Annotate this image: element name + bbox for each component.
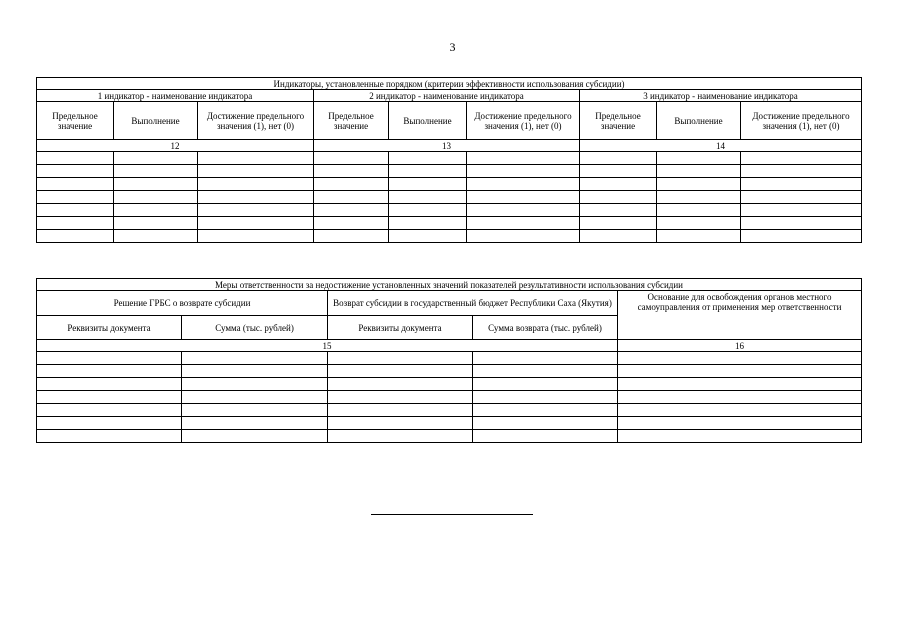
empty-cell [389, 204, 467, 217]
empty-cell [198, 230, 314, 243]
empty-cell [328, 352, 473, 365]
empty-cell [182, 365, 328, 378]
empty-cell [314, 191, 389, 204]
empty-cell [114, 217, 198, 230]
indicator-3-header: 3 индикатор - наименование индикатора [580, 90, 862, 102]
empty-cell [314, 204, 389, 217]
empty-cell [182, 352, 328, 365]
empty-cell [314, 230, 389, 243]
empty-cell [618, 404, 862, 417]
empty-cell [657, 191, 741, 204]
column-number-13: 13 [314, 140, 580, 152]
column-number-12: 12 [37, 140, 314, 152]
empty-cell [618, 378, 862, 391]
empty-cell [389, 191, 467, 204]
indicators-table [36, 77, 862, 243]
empty-cell [328, 430, 473, 443]
empty-cell [467, 204, 580, 217]
empty-cell [618, 365, 862, 378]
table-row [37, 352, 862, 365]
empty-cell [657, 230, 741, 243]
empty-cell [114, 178, 198, 191]
empty-cell [389, 152, 467, 165]
table-row [37, 204, 862, 217]
table-row [37, 178, 862, 191]
empty-cell [328, 404, 473, 417]
achievement-header: Достижение предельного значения (1), нет (0) [467, 102, 580, 140]
empty-cell [467, 230, 580, 243]
empty-cell [741, 152, 862, 165]
table-row [37, 365, 862, 378]
table-row [37, 391, 862, 404]
empty-cell [467, 152, 580, 165]
empty-cell [741, 230, 862, 243]
empty-cell [37, 230, 114, 243]
empty-cell [198, 204, 314, 217]
empty-cell [580, 204, 657, 217]
empty-cell [37, 217, 114, 230]
return-amount-header: Сумма возврата (тыс. рублей) [473, 316, 618, 340]
empty-cell [618, 352, 862, 365]
responsibility-table [36, 278, 862, 443]
empty-cell [657, 165, 741, 178]
empty-cell [618, 417, 862, 430]
empty-cell [37, 365, 182, 378]
column-number-15: 15 [37, 340, 618, 352]
responsibility-table-body [37, 352, 862, 443]
execution-header: Выполнение [657, 102, 741, 140]
doc-details-header: Реквизиты документа [37, 316, 182, 340]
indicator-1-header: 1 индикатор - наименование индикатора [37, 90, 314, 102]
empty-cell [114, 230, 198, 243]
empty-cell [657, 204, 741, 217]
empty-cell [467, 178, 580, 191]
empty-cell [467, 217, 580, 230]
indicators-table-title: Индикаторы, установленные порядком (критерии эффективности использования субсидии) [37, 78, 862, 90]
limit-value-header: Предельное значение [314, 102, 389, 140]
empty-cell [328, 391, 473, 404]
empty-cell [198, 178, 314, 191]
empty-cell [657, 178, 741, 191]
empty-cell [37, 378, 182, 391]
table-row [37, 217, 862, 230]
empty-cell [37, 178, 114, 191]
empty-cell [580, 152, 657, 165]
empty-cell [473, 430, 618, 443]
amount-header: Сумма (тыс. рублей) [182, 316, 328, 340]
empty-cell [198, 217, 314, 230]
empty-cell [37, 391, 182, 404]
empty-cell [328, 378, 473, 391]
empty-cell [182, 404, 328, 417]
table-row [37, 230, 862, 243]
empty-cell [182, 430, 328, 443]
empty-cell [473, 378, 618, 391]
empty-cell [37, 191, 114, 204]
table-row [37, 430, 862, 443]
table-row [37, 404, 862, 417]
empty-cell [37, 430, 182, 443]
empty-cell [328, 365, 473, 378]
page-number: 3 [449, 40, 456, 54]
table-row [37, 191, 862, 204]
empty-cell [473, 365, 618, 378]
empty-cell [114, 204, 198, 217]
empty-cell [182, 417, 328, 430]
empty-cell [580, 230, 657, 243]
empty-cell [114, 191, 198, 204]
empty-cell [473, 417, 618, 430]
table-row [37, 152, 862, 165]
achievement-header: Достижение предельного значения (1), нет (0) [198, 102, 314, 140]
empty-cell [114, 152, 198, 165]
empty-cell [314, 178, 389, 191]
empty-cell [314, 152, 389, 165]
empty-cell [580, 178, 657, 191]
empty-cell [580, 217, 657, 230]
indicators-table-body [37, 152, 862, 243]
indicator-2-header: 2 индикатор - наименование индикатора [314, 90, 580, 102]
empty-cell [657, 217, 741, 230]
empty-cell [182, 391, 328, 404]
empty-cell [389, 230, 467, 243]
achievement-header: Достижение предельного значения (1), нет (0) [741, 102, 862, 140]
empty-cell [389, 217, 467, 230]
column-number-14: 14 [580, 140, 862, 152]
empty-cell [580, 191, 657, 204]
empty-cell [473, 352, 618, 365]
table-row [37, 417, 862, 430]
subsidy-return-header: Возврат субсидии в государственный бюджет Республики Саха (Якутия) [328, 291, 618, 316]
empty-cell [657, 152, 741, 165]
empty-cell [473, 391, 618, 404]
empty-cell [328, 417, 473, 430]
empty-cell [37, 152, 114, 165]
execution-header: Выполнение [114, 102, 198, 140]
empty-cell [37, 352, 182, 365]
empty-cell [389, 178, 467, 191]
empty-cell [314, 217, 389, 230]
empty-cell [182, 378, 328, 391]
empty-cell [37, 165, 114, 178]
release-basis-header: Основание для освобождения органов местного самоуправления от применения мер ответственности [618, 291, 862, 340]
limit-value-header: Предельное значение [580, 102, 657, 140]
empty-cell [37, 404, 182, 417]
execution-header: Выполнение [389, 102, 467, 140]
empty-cell [114, 165, 198, 178]
empty-cell [389, 165, 467, 178]
empty-cell [198, 165, 314, 178]
empty-cell [37, 204, 114, 217]
empty-cell [473, 404, 618, 417]
doc-details-header: Реквизиты документа [328, 316, 473, 340]
empty-cell [618, 391, 862, 404]
empty-cell [580, 165, 657, 178]
signature-line [371, 514, 533, 515]
empty-cell [198, 191, 314, 204]
table-row [37, 378, 862, 391]
empty-cell [741, 204, 862, 217]
empty-cell [467, 165, 580, 178]
empty-cell [741, 178, 862, 191]
empty-cell [467, 191, 580, 204]
empty-cell [741, 217, 862, 230]
column-number-16: 16 [618, 340, 862, 352]
empty-cell [618, 430, 862, 443]
responsibility-table-title: Меры ответственности за недостижение установленных значений показателей результативности использования субсидии [37, 279, 862, 291]
empty-cell [741, 165, 862, 178]
limit-value-header: Предельное значение [37, 102, 114, 140]
empty-cell [741, 191, 862, 204]
empty-cell [37, 417, 182, 430]
table-row [37, 165, 862, 178]
grbs-decision-header: Решение ГРБС о возврате субсидии [37, 291, 328, 316]
empty-cell [198, 152, 314, 165]
empty-cell [314, 165, 389, 178]
